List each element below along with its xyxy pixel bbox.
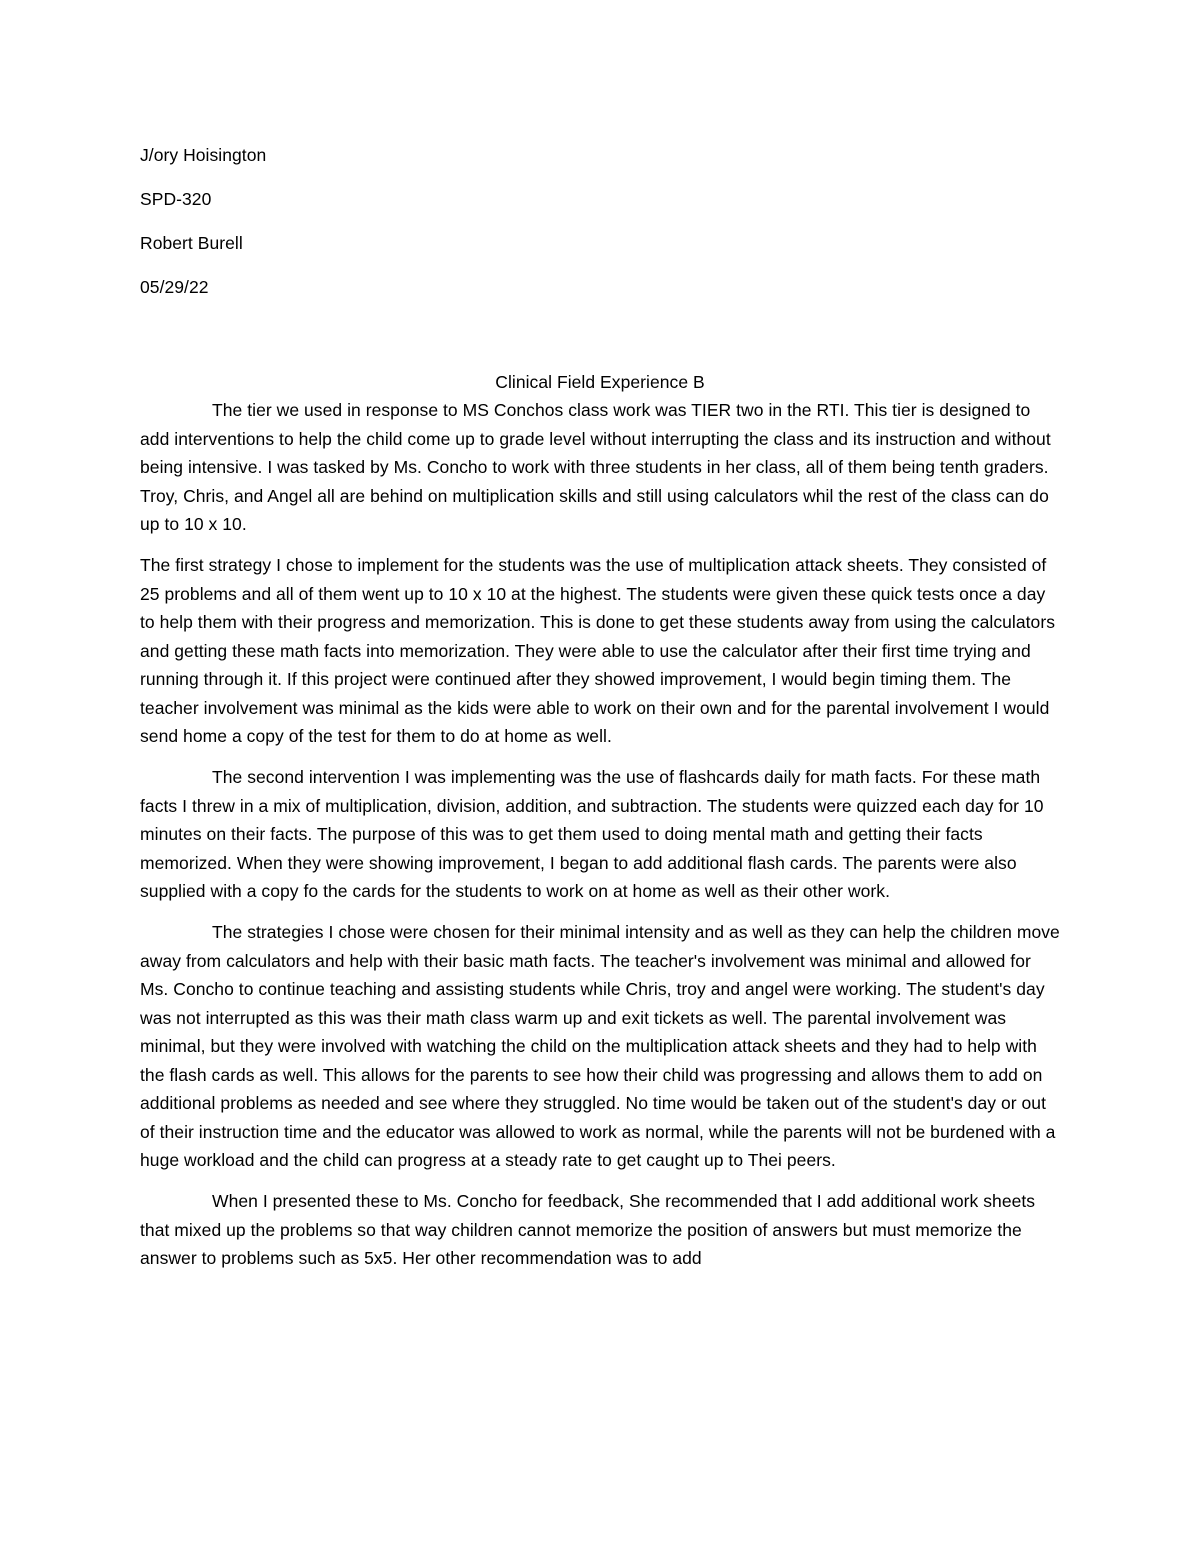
instructor-name: Robert Burell bbox=[140, 233, 243, 253]
paragraph-tier-overview: The tier we used in response to MS Conchos class work was TIER two in the RTI. This tier is designed to add interventions to help the child come up to grade level without interrupting the class and its instruction and without being intensive. I was tasked by Ms. Concho to work with three students in her class, all of them being tenth graders. Troy, Chris, and Angel all are behind on multiplication skills and still using calculators whil the rest of the class can do up to 10 x 10. bbox=[140, 400, 1051, 534]
paragraph-feedback: When I presented these to Ms. Concho for feedback, She recommended that I add additional work sheets that mixed up the problems so that way children cannot memorize the position of answers but must memorize the answer to problems such as 5x5. Her other recommendation was to add bbox=[140, 1191, 1036, 1268]
course-code: SPD-320 bbox=[140, 189, 212, 209]
document-body bbox=[140, 141, 1060, 1273]
submission-date: 05/29/22 bbox=[140, 277, 209, 297]
author-name: J/ory Hoisington bbox=[140, 145, 267, 165]
paragraph-second-intervention: The second intervention I was implementing was the use of flashcards daily for math facts. For these math facts I threw in a mix of multiplication, division, addition, and subtraction. The students were quizzed each day for 10 minutes on their facts. The purpose of this was to get them used to doing mental math and getting their facts memorized. When they were showing improvement, I began to add additional flash cards. The parents were also supplied with a copy fo the cards for the students to work on at home as well as their other work. bbox=[140, 767, 1044, 901]
paragraph-strategies-rationale: The strategies I chose were chosen for their minimal intensity and as well as they can help the children move away from calculators and help with their basic math facts. The teacher's involvement was minimal and allowed for Ms. Concho to continue teaching and assisting students while Chris, troy and angel were working. The student's day was not interrupted as this was their math class warm up and exit tickets as well. The parental involvement was minimal, but they were involved with watching the child on the multiplication attack sheets and they had to help with the flash cards as well. This allows for the parents to see how their child was progressing and allows them to add on additional problems as needed and see where they struggled. No time would be taken out of the student's day or out of their instruction time and the educator was allowed to work as normal, while the parents will not be burdened with a huge workload and the child can progress at a steady rate to get caught up to Thei peers. bbox=[140, 922, 1060, 1170]
paragraph-first-strategy: The first strategy I chose to implement for the students was the use of multiplication attack sheets. They consisted of 25 problems and all of them went up to 10 x 10 at the highest. The students were given these quick tests once a day to help them with their progress and memorization. This is done to get these students away from using the calculators and getting these math facts into memorization. They were able to use the calculator after their first time trying and running through it. If this project were continued after they showed improvement, I would begin timing them. The teacher involvement was minimal as the kids were able to work on their own and for the parental involvement I would send home a copy of the test for them to do at home as well. bbox=[140, 555, 1056, 746]
document-title: Clinical Field Experience B bbox=[495, 371, 705, 392]
